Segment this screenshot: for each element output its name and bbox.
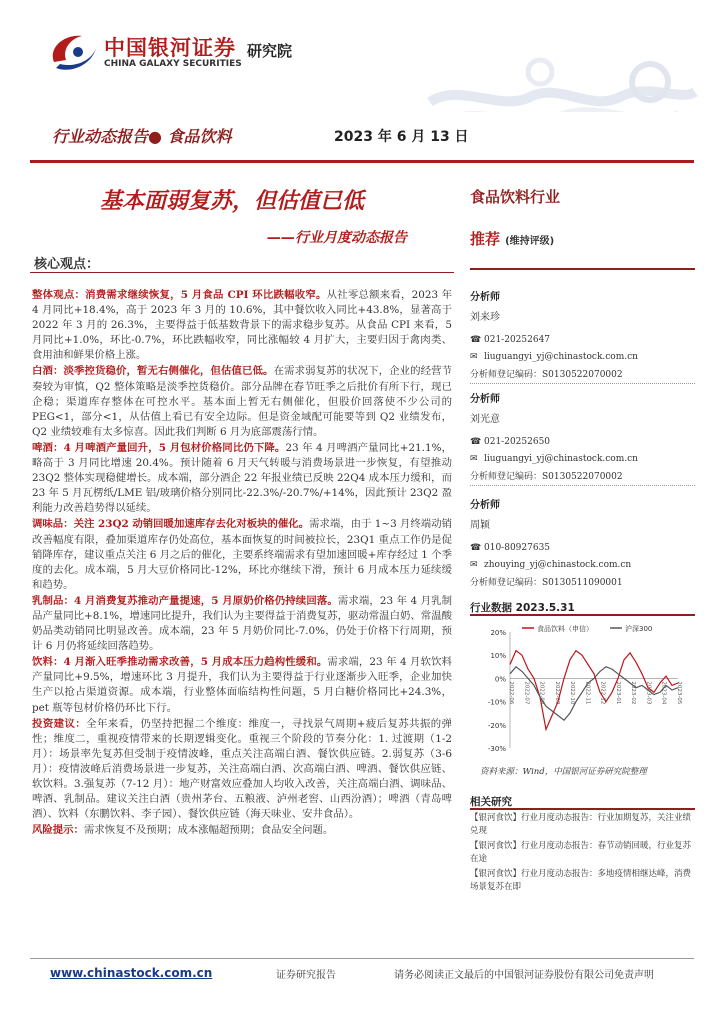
analyst-email-row <box>470 557 695 572</box>
header-divider <box>30 160 694 163</box>
related-research-title: 相关研究 <box>470 796 512 808</box>
report-date: 2023 年 6 月 13 日 <box>334 129 469 145</box>
industry-name: 食品饮料行业 <box>470 188 561 206</box>
rating-note: (维持评级) <box>505 236 555 247</box>
chart-source: 资料来源：Wind，中国银河证券研究院整理 <box>480 767 647 777</box>
core-divider <box>30 272 454 273</box>
analyst-reg-row: 分析师登记编码：S0130522070002 <box>470 370 623 380</box>
analyst-name: 刘光意 <box>470 414 500 425</box>
analyst-reg-row: 分析师登记编码：S0130522070002 <box>470 472 623 482</box>
chart-title: 行业数据 2023.5.31 <box>470 602 575 614</box>
report-header-band <box>0 112 724 160</box>
phone-icon: ☎ <box>470 334 482 345</box>
email-icon: ✉ <box>470 559 478 570</box>
related-item[interactable]: 【银河食饮】行业月度动态报告：多地疫情相继达峰，消费场景复苏在即 <box>470 869 692 892</box>
analyst-email-link[interactable]: liuguangyi_yj@chinastock.com.cn <box>484 351 638 362</box>
x-tick-label: 2022-08 <box>538 681 545 705</box>
paragraph-dairy: 乳制品：4 月消费复苏推动产量提速，5 月原奶价格仍持续回落。需求端，23 年 4 月乳制品产量同比+8.1%，增速同比提升，我们认为主要得益于消费复苏，驱动常温白奶、常温酸奶品类动销同比明显改善。成本端，23 年 5 月奶价同比-7.0%，仍处于价格下行周期，预计 6 月仍将延续回落趋势。 <box>32 594 452 653</box>
footer-divider <box>30 958 694 959</box>
y-tick-label: 20% <box>490 629 506 637</box>
analyst-email-row <box>470 349 695 364</box>
y-tick-label: -30% <box>487 745 506 753</box>
analyst-reg-row: 分析师登记编码：S0130511090001 <box>470 578 623 588</box>
paragraph-baijiu: 白酒：淡季控货稳价，暂无右侧催化，但估值已低。在需求弱复苏的状况下，企业的经营节奏较为审慎，Q2 整体策略是淡季控货稳价。部分品牌在春节旺季之后批价有所下行，现已企稳；渠道库存整体在可控水平。基本面上暂无右侧催化，但股价回落使不少公司的 PEG<1，部分<1，从估值上看已有安全边际。但是资金域配可能要等到 Q2 业绩发布，Q2 业绩较难有太多惊喜。因此我们判断 6 月为底部震荡行情。 <box>32 365 452 438</box>
analyst-name: 周颖 <box>470 520 490 531</box>
y-tick-label: -10% <box>487 698 506 707</box>
email-icon: ✉ <box>470 351 478 362</box>
related-divider <box>470 808 695 810</box>
main-content <box>32 288 452 839</box>
analyst-email-row <box>470 451 695 466</box>
logo <box>46 28 256 78</box>
x-tick-label: 2022-06 <box>508 681 514 705</box>
analyst-separator <box>470 383 695 384</box>
legend-label: 食品饮料（申信） <box>537 625 593 633</box>
legend-label: 沪深300 <box>625 625 653 633</box>
paragraph-beer: 啤酒：4 月啤酒产量回升，5 月包材价格同比仍下降。23 年 4 月啤酒产量同比+21.1%，略高于 3 月同比增速 20.4%。预计随着 6 月天气转暖与消费场景进一步恢复，有望推动 23Q2 整体实现稳健增长。成本端，部分酒企 22 年报业绩已反映 22Q4 成本压力缓和，而 23 年 5 月瓦楞纸/LME 铝/玻璃价格分别同比-22.3%/-20.7%/+14%，因此预计 23Q2 盈利能力改善趋势得以延续。 <box>32 441 452 515</box>
x-tick-label: 2022-09 <box>553 681 560 705</box>
sidebar-rating <box>470 186 695 248</box>
analyst-label: 分析师 <box>470 292 500 303</box>
y-tick-label: 10% <box>490 652 506 661</box>
related-list <box>470 812 695 896</box>
institute-label: 研究院 <box>247 42 293 60</box>
x-tick-label: 2023-02 <box>630 681 637 705</box>
y-tick-label: -20% <box>487 721 506 730</box>
y-tick-label: 0% <box>494 675 506 684</box>
analyst-separator <box>470 485 695 486</box>
analyst-phone-row: ☎ 010-80927635 <box>470 542 551 553</box>
page-title: 基本面弱复苏，但估值已低 <box>100 189 365 214</box>
rating <box>470 228 554 249</box>
analyst-label: 分析师 <box>470 500 500 511</box>
page-subtitle: ——行业月度动态报告 <box>267 230 407 246</box>
analyst-card <box>470 390 695 486</box>
footer-disclaimer: 请务必阅读正文最后的中国银河证券股份有限公司免责声明 <box>394 970 654 981</box>
logo-en-text: CHINA GALAXY SECURITIES <box>104 59 242 69</box>
report-type: 行业动态报告● 食品饮料 <box>52 127 232 146</box>
related-item[interactable]: 【银河食饮】行业月度动态报告：春节动销回暖，行业复苏在途 <box>470 841 692 864</box>
paragraph-beverage: 饮料：4 月渐入旺季推动需求改善，5 月成本压力趋构性缓和。需求端，23 年 4 月软饮料产量同比+9.5%，增速环比 3 月提升，我们认为主要得益于行业逐渐步入旺季，企业加快生产以抢占渠道资源。成本端，行业整体面临结构性问题，5 月白糖价格同比+24.3%，pet 瓶等包材价格仍环比下行。 <box>32 656 452 714</box>
rating-value: 推荐 <box>470 230 501 248</box>
analyst-phone-row: ☎ 021-20252647 <box>470 334 551 345</box>
x-tick-label: 2023-04 <box>660 681 667 705</box>
chart-divider <box>470 614 695 616</box>
related-item[interactable]: 【银河食饮】行业月度动态报告：行业加期复苏，关注业绩兑现 <box>470 813 692 836</box>
analyst-card <box>470 288 695 384</box>
analyst-phone-row: ☎ 021-20252650 <box>470 436 551 447</box>
series-line <box>510 651 678 730</box>
analyst-name: 刘来珍 <box>470 312 500 323</box>
analyst-email-link[interactable]: liuguangyi_yj@chinastock.com.cn <box>484 453 638 464</box>
x-tick-label: 2023-01 <box>614 681 621 705</box>
industry-chart <box>470 620 695 760</box>
paragraph-investment: 投资建议：全年来看，仍坚持把握二个维度：维度一，寻找景气周期+疲后复苏共振的弹性；维度二，重视疫情带来的长期逻辑变化。重视三个阶段的节奏分化：1. 过渡期（1-2 月）：场景率先复苏但受制于疫情波峰，重点关注高端白酒、餐饮供应链。2.弱复苏（3-6 月）：疫情波峰后消费场景进一步复苏，关注高端白酒、次高端白酒、啤酒、餐饮供应链、软饮料。3.强复苏（7-12 月）：地产财富效应叠加人均收入改善，关注高端白酒、调味品、啤酒、乳制品。建议关注白酒（贵州茅台、五粮液、泸州老窖、山西汾酒）；啤酒（青岛啤酒）、饮料（东鹏饮料、李子园）、餐饮供应链（海天味业、安井食品）。 <box>32 717 453 821</box>
galaxy-logo-icon <box>46 28 102 78</box>
analyst-label: 分析师 <box>470 394 500 405</box>
footer-doc-type: 证券研究报告 <box>276 970 336 981</box>
logo-cn-text: 中国银河证券 <box>104 36 236 60</box>
analyst-email-link[interactable]: zhouying_yj@chinastock.com.cn <box>484 559 632 570</box>
sidebar-divider <box>470 268 695 270</box>
x-tick-label: 2023-03 <box>645 681 652 705</box>
phone-icon: ☎ <box>470 436 482 447</box>
x-tick-label: 2022-11 <box>584 681 591 705</box>
footer-url-link[interactable]: www.chinastock.com.cn <box>50 966 213 980</box>
paragraph-risk: 风险提示：需求恢复不及预期；成本涨幅超预期；食品安全问题。 <box>32 824 334 837</box>
phone-icon: ☎ <box>470 542 482 553</box>
x-tick-label: 2023-05 <box>676 681 682 705</box>
analyst-card <box>470 496 695 591</box>
paragraph-overall: 整体观点：消费需求继续恢复，5 月食品 CPI 环比跌幅收窄。从社零总额来看，2023 年 4 月同比+18.4%，高于 2023 年 3 月的 10.6%，其中餐饮收入同比+43.8%，显著高于 2022 年 3 月的 26.3%，主要得益于低基数背景下的需求稳步复苏。从食品 CPI 来看，5 月同比+1.0%，环比-0.7%，环比跌幅收窄，同比涨幅较 4 月扩大，主要归因于禽肉类、食用油和鲜果价格上涨。 <box>32 289 452 362</box>
email-icon: ✉ <box>470 453 478 464</box>
x-tick-label: 2022-12 <box>599 681 606 705</box>
x-tick-label: 2022-07 <box>523 681 530 705</box>
paragraph-condiment: 调味品：关注 23Q2 动销回暖加速库存去化对板块的催化。需求端，由于 1~3 月终端动销改善幅度有限，叠加渠道库存仍处高位，基本面恢复的时间被拉长，23Q1 重点工作仍是促销降库存，建议重点关注 6 月之后的催化，主要系终端需求有望加速回暖+库存经过 1 个季度的去化。成本端，5 月大豆价格同比-12%，环比亦继续下滑，预计 6 月成本压力延续缓和趋势。 <box>32 518 452 591</box>
x-tick-label: 2022-10 <box>569 681 576 705</box>
core-view-label: 核心观点： <box>34 257 100 272</box>
